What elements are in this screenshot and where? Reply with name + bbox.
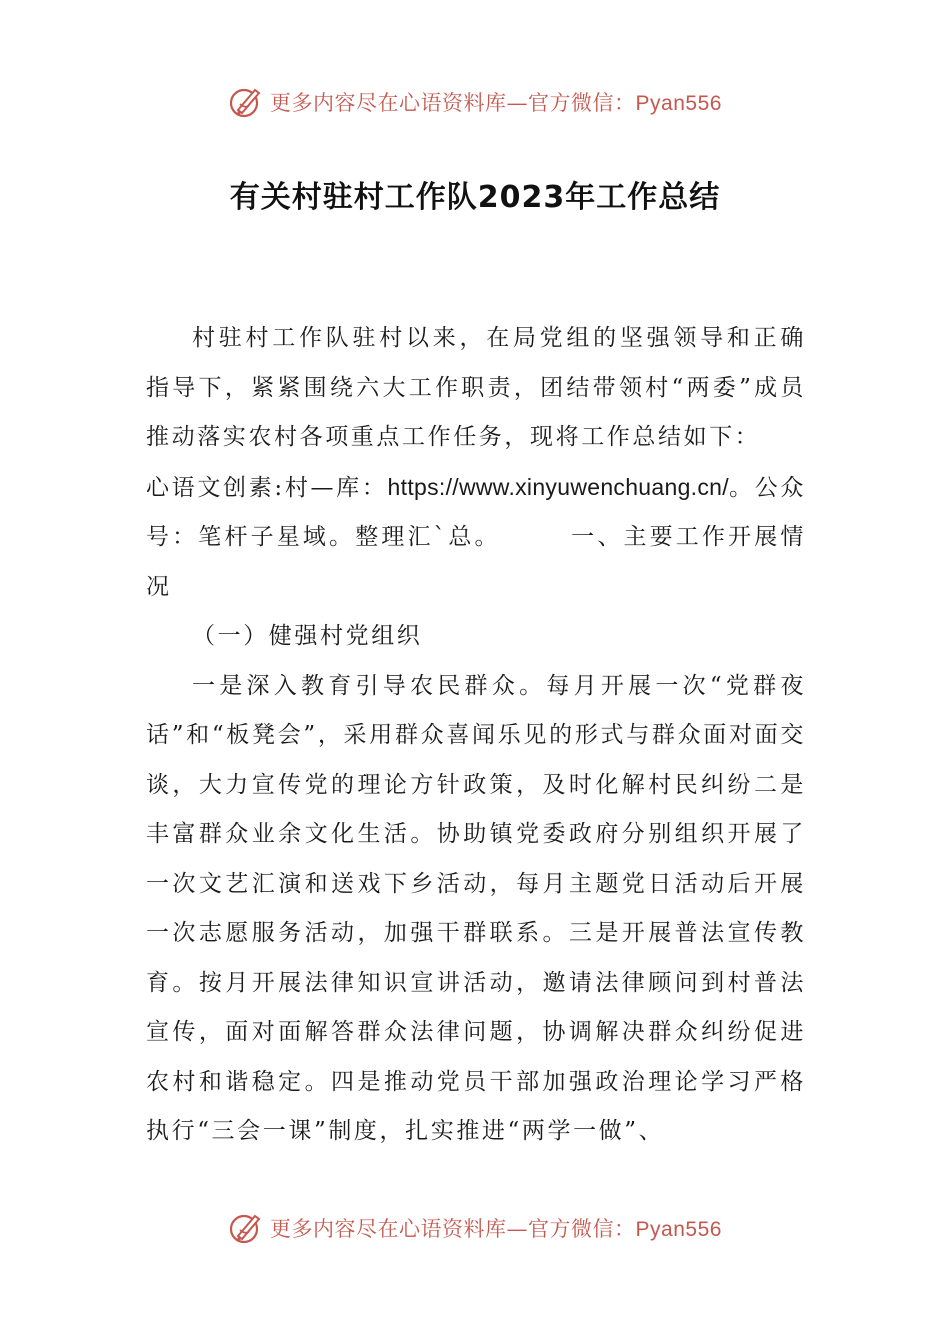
source-link[interactable]: https://www.xinyuwenchuang.cn/ (387, 473, 729, 500)
source-prefix: 心语文创素:村—库： (146, 474, 388, 501)
footer-banner (0, 1206, 950, 1250)
banner-text: 更多内容尽在心语资料库—官方微信：Pyan556 (270, 91, 722, 115)
pen-logo-icon (228, 84, 264, 120)
page-title: 有关村驻村工作队2023年工作总结 (229, 180, 721, 215)
document-body (146, 314, 806, 1157)
source-suffix: 。公众号：笔杆子星域。整理汇`总。 (146, 474, 806, 550)
header-banner (0, 80, 950, 124)
banner-text: 更多内容尽在心语资料库—官方微信：Pyan556 (270, 1217, 722, 1241)
pen-logo-icon (228, 1210, 264, 1246)
wechat-id: Pyan556 (635, 92, 722, 115)
section-heading: 一、主要工作开展情况 (146, 524, 806, 600)
source-paragraph (146, 463, 806, 613)
body-paragraph: 一是深入教育引导农民群众。每月开展一次“党群夜话”和“板凳会”，采用群众喜闻乐见的形式与群众面对面交谈，大力宣传党的理论方针政策，及时化解村民纠纷二是丰富群众业余文化生活。协助镇党委政府分别组织开展了一次文艺汇演和送戏下乡活动，每月主题党日活动后开展一次志愿服务活动，加强干群联系。三是开展普法宣传教育。按月开展法律知识宣讲活动，邀请法律顾问到村普法宣传，面对面解答群众法律问题，协调解决群众纠纷促进农村和谐稳定。四是推动党员干部加强政治理论学习严格执行“三会一课”制度，扎实推进“两学一做”、 (146, 672, 806, 1144)
subsection-heading: （一）健强村党组织 (192, 623, 423, 649)
intro-paragraph: 村驻村工作队驻村以来，在局党组的坚强领导和正确指导下，紧紧围绕六大工作职责，团结带领村“两委”成员推动落实农村各项重点工作任务，现将工作总结如下： (146, 325, 806, 450)
wechat-id: Pyan556 (635, 1218, 722, 1241)
